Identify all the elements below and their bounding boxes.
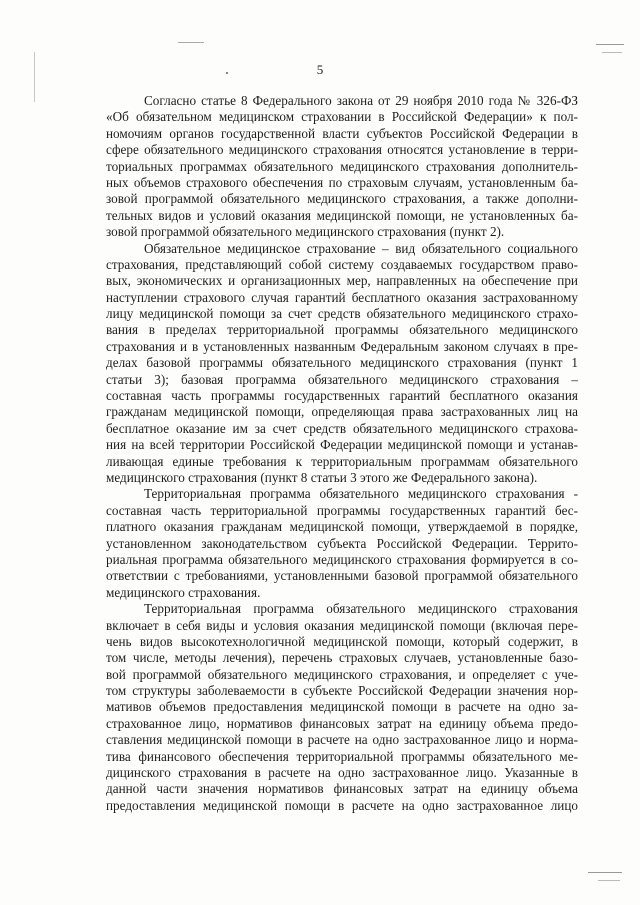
text-line: гражданам медицинской помощи, определяющая права застрахованных лиц на [106, 404, 578, 420]
text-line: Территориальная программа обязательного медицинского страхования [144, 601, 578, 617]
text-line: наступлении страхового случая гарантий бесплатного оказания застрахованному [106, 289, 578, 305]
text-line: статьи 3); базовая программа обязательного медицинского страхования – [106, 371, 578, 387]
text-line: страхования и в установленных названным Федеральным законом случаях в пре- [106, 338, 578, 354]
text-line: ных объемов страхового обеспечения по страховым случаям, установленным ба- [106, 174, 578, 190]
text-line: ториальных программах обязательного медицинского страхования дополнитель- [106, 158, 578, 174]
text-line: том числе, методы лечения), перечень страховых случаев, установленные базо- [106, 650, 578, 666]
text-line: бесплатное оказание им за счет средств обязательного медицинского страхова- [106, 420, 578, 436]
text-line: номочиям органов государственной власти субъектов Российской Федерации в [106, 125, 578, 141]
text-line: медицинского страхования (пункт 8 статьи 3 этого же Федерального закона). [106, 469, 538, 485]
text-line: лицу медицинской помощи за счет средств обязательного медицинского страхо- [106, 306, 578, 322]
document-body [106, 93, 578, 814]
text-line: дицинского страхования в расчете на одно застрахованное лицо. Указанные в [106, 765, 578, 781]
text-line: ставления медицинской помощи в расчете на одно застрахованное лицо и норма- [106, 732, 578, 748]
text-line: медицинского страхования. [106, 584, 261, 600]
text-line: вой программой обязательного медицинского страхования, и определяет с уче- [106, 666, 578, 682]
text-line: страхованное лицо, нормативов финансовых затрат на единицу объема предо- [106, 715, 578, 731]
paragraph [106, 241, 578, 487]
scan-artifact [178, 42, 204, 43]
text-line: том структуры заболеваемости в субъекте Российской Федерации значения нор- [106, 683, 578, 699]
text-line: платного оказания гражданам медицинской помощи, утверждаемой в порядке, [106, 519, 578, 535]
text-line: тива финансового обеспечения территориальной программы обязательного ме- [106, 748, 578, 764]
text-line: предоставления медицинской помощи в расчете на одно застрахованное лицо [106, 797, 578, 813]
text-line: включает в себя виды и условия оказания медицинской помощи (включая пере- [106, 617, 578, 633]
text-line: страхования, представляющий собой систему создаваемых государством право- [106, 256, 578, 272]
scan-artifact [602, 52, 622, 53]
text-line: делах базовой программы обязательного медицинского страхования (пункт 1 [106, 355, 578, 371]
text-line: вых, экономических и организационных мер, направленных на обеспечение при [106, 273, 578, 289]
text-line: сфере обязательного медицинского страхования относятся установление в терри- [106, 142, 578, 158]
scan-artifact [596, 44, 624, 45]
text-line: установленном законодательством субъекта Российской Федерации. Террито- [106, 535, 578, 551]
text-line: вания в пределах территориальной программы обязательного медицинского [106, 322, 578, 338]
text-line: риальная программа обязательного медицинского страхования формируется в со- [106, 551, 578, 567]
paragraph [106, 93, 578, 241]
page-number: 5 [316, 62, 324, 77]
text-line: тельных видов и условий оказания медицинской помощи, не установленных ба- [106, 207, 578, 223]
text-line: чень видов высокотехнологичной медицинской помощи, который содержит, в [106, 633, 578, 649]
text-line: ливающая единые требования к территориальным программам обязательного [106, 453, 578, 469]
paragraph [106, 601, 578, 814]
text-line: «Об обязательном медицинском страховании в Российской Федерации» к пол- [106, 109, 578, 125]
text-line: составная часть территориальной программы государственных гарантий бес- [106, 502, 578, 518]
paragraph [106, 486, 578, 601]
text-line: зовой программой обязательного медицинского страхования (пункт 2). [106, 224, 505, 240]
text-line: Согласно статье 8 Федерального закона от 29 ноября 2010 года № 326-ФЗ [144, 93, 578, 108]
text-line: зовой программой обязательного медицинского страхования, а также дополни- [106, 191, 578, 207]
text-line: ответствии с требованиями, установленными базовой программой обязательного [106, 568, 578, 584]
scan-artifact [588, 872, 622, 873]
text-line: составная часть программы государственных гарантий бесплатного оказания [106, 388, 578, 404]
text-line: ния на всей территории Российской Федерации медицинской помощи и устанав- [106, 437, 578, 453]
text-line: Обязательное медицинское страхование – вид обязательного социального [144, 240, 578, 256]
text-line: мативов объемов предоставления медицинской помощи в расчете на одно за- [106, 699, 578, 715]
text-line: данной части значения нормативов финансовых затрат на единицу объема [106, 781, 578, 797]
text-line: Территориальная программа обязательного медицинского страхования - [144, 486, 578, 502]
scan-artifact [598, 880, 620, 881]
